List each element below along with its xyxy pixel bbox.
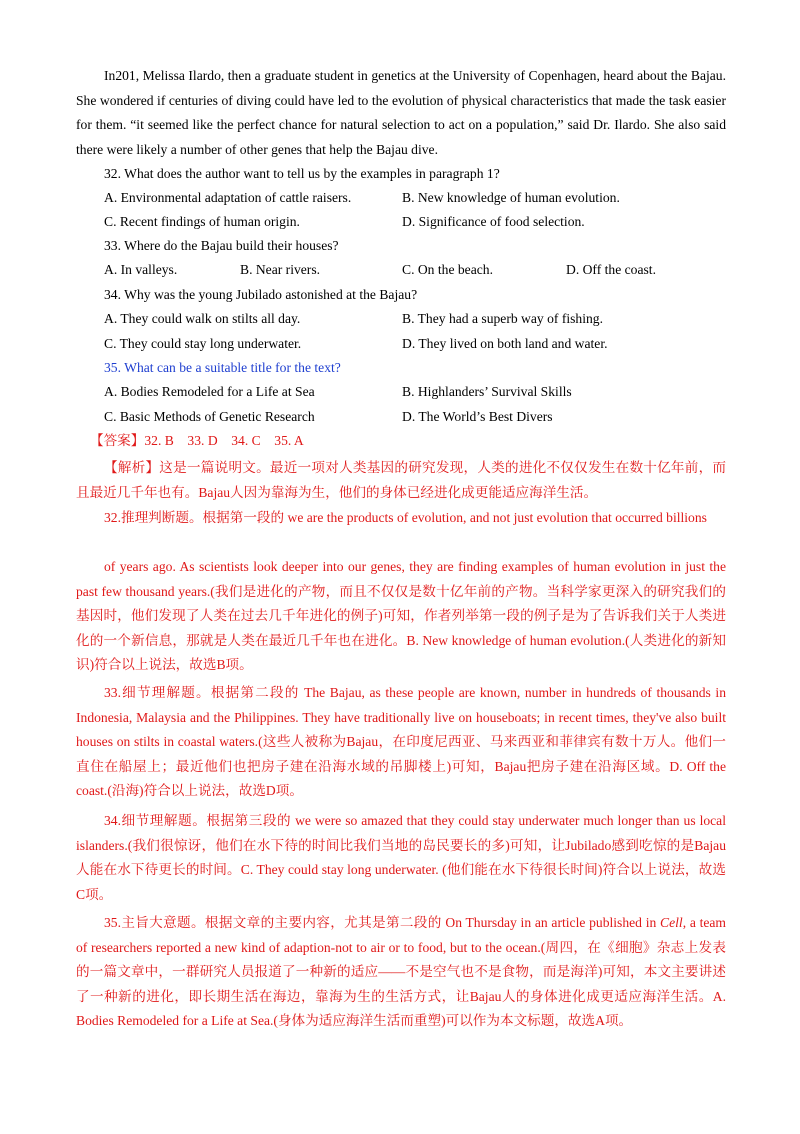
question-35-options [104, 382, 724, 402]
question-33-stem: 33. Where do the Bajau build their houses? [104, 238, 339, 253]
option-d: D. They lived on both land and water. [402, 336, 608, 351]
option-a: A. Bodies Remodeled for a Life at Sea [104, 384, 315, 399]
option-c: C. Basic Methods of Genetic Research [104, 409, 315, 424]
option-a: A. Environmental adaptation of cattle raisers. [104, 190, 352, 205]
analysis-q32-body: of years ago. As scientists look deeper into our genes, they are finding examples of human evolution in just the past few thousand years.(我们是进化的产物，而且不仅仅是数十亿年前的产物。当科学家更深入的研究我们的基因时，他们发现了人类在过去几千年进化的例子)可知，作者列举第一段的例子是为了告诉我们关于人类进化的一个新信息，那就是人类在最近几千年也在进化。B. New knowledge of human evolution.(人类进化的新知识)符合以上说法，故选B项。 [76, 559, 726, 673]
journal-name-cell: Cell [660, 915, 683, 930]
option-b: B. Near rivers. [240, 262, 321, 277]
analysis-q33: 33.细节理解题。根据第二段的 The Bajau, as these people are known, number in hundreds of thousands in Indonesia, Malaysia and the Philippines. They have traditionally live on houseboats; in recent times, they've also built houses on stilts in coastal waters.(这些人被称为Bajau，在印度尼西亚、马来西亚和菲律宾有数十万人。他们一直住在船屋上；最近他们也把房子建在沿海水域的吊脚楼上)可知，Bajau把房子建在沿海区域。D. Off the coast.(沿海)符合以上说法，故选D项。 [76, 685, 726, 799]
option-b: B. They had a superb way of fishing. [402, 311, 603, 326]
option-a: A. In valleys. [104, 262, 178, 277]
question-34-options [104, 309, 724, 329]
question-32-options [104, 188, 724, 208]
analysis-q35 [76, 911, 726, 1034]
question-33-options [104, 260, 724, 280]
analysis-q34: 34.细节理解题。根据第三段的 we were so amazed that they could stay underwater much longer than us local islanders.(我们很惊讶，他们在水下待的时间比我们当地的岛民要长的多)可知，让Jubilado感到吃惊的是Bajau人能在水下待更长的时间。C. They could stay long underwater. (他们能在水下待很长时间)符合以上说法，故选C项。 [76, 813, 726, 902]
option-c: C. On the beach. [402, 262, 493, 277]
analysis-q35-post: , a team of researchers reported a new kind of adaption-not to air or to food, but to the ocean.(周四，在《细胞》杂志上发表的一篇文章中，一群研究人员报道了一种新的适应——不是空气也不是食物，而是海洋)可知，本文主要讲述了一种新的进化，即长期生活在海边，靠海为生的生活方式，让Bajau人的身体进化成更适应海洋生活。A. Bodies Remodeled for a Life at Sea.(身体为适应海洋生活而重塑)可以作为本文标题，故选A项。 [76, 915, 727, 1029]
option-c: C. They could stay long underwater. [104, 336, 302, 351]
option-b: B. New knowledge of human evolution. [402, 190, 620, 205]
option-d: D. The World’s Best Divers [402, 409, 553, 424]
option-b: B. Highlanders’ Survival Skills [402, 384, 572, 399]
answer-key: 【答案】32. B 33. D 34. C 35. A [90, 433, 304, 448]
question-34-options-2 [104, 334, 724, 354]
question-34-stem: 34. Why was the young Jubilado astonished at the Bajau? [104, 287, 418, 302]
question-32-options-2 [104, 212, 724, 232]
option-d: D. Significance of food selection. [402, 214, 585, 229]
passage-paragraph: In201, Melissa Ilardo, then a graduate student in genetics at the University of Copenhagen, heard about the Bajau. She wondered if centuries of diving could have led to the evolution of physical characteristics that made the task easier for them. “it seemed like the perfect chance for natural selection to act on a population,” said Dr. Ilardo. She also said there were likely a number of other genes that help the Bajau dive. [76, 68, 726, 157]
option-c: C. Recent findings of human origin. [104, 214, 300, 229]
analysis-q32-head: 32.推理判断题。根据第一段的 we are the products of evolution, and not just evolution that occurred billions [104, 510, 707, 525]
question-35-options-2 [104, 407, 724, 427]
option-d: D. Off the coast. [566, 262, 656, 277]
option-a: A. They could walk on stilts all day. [104, 311, 301, 326]
analysis-q35-pre: 35.主旨大意题。根据文章的主要内容，尤其是第二段的 On Thursday in an article published in [104, 915, 661, 930]
analysis-intro: 【解析】这是一篇说明文。最近一项对人类基因的研究发现，人类的进化不仅仅发生在数十亿年前，而且最近几千年也有。Bajau人因为靠海为生，他们的身体已经进化成更能适应海洋生活。 [76, 460, 726, 500]
question-35-stem: 35. What can be a suitable title for the text? [104, 360, 341, 375]
question-32-stem: 32. What does the author want to tell us by the examples in paragraph 1? [104, 166, 500, 181]
